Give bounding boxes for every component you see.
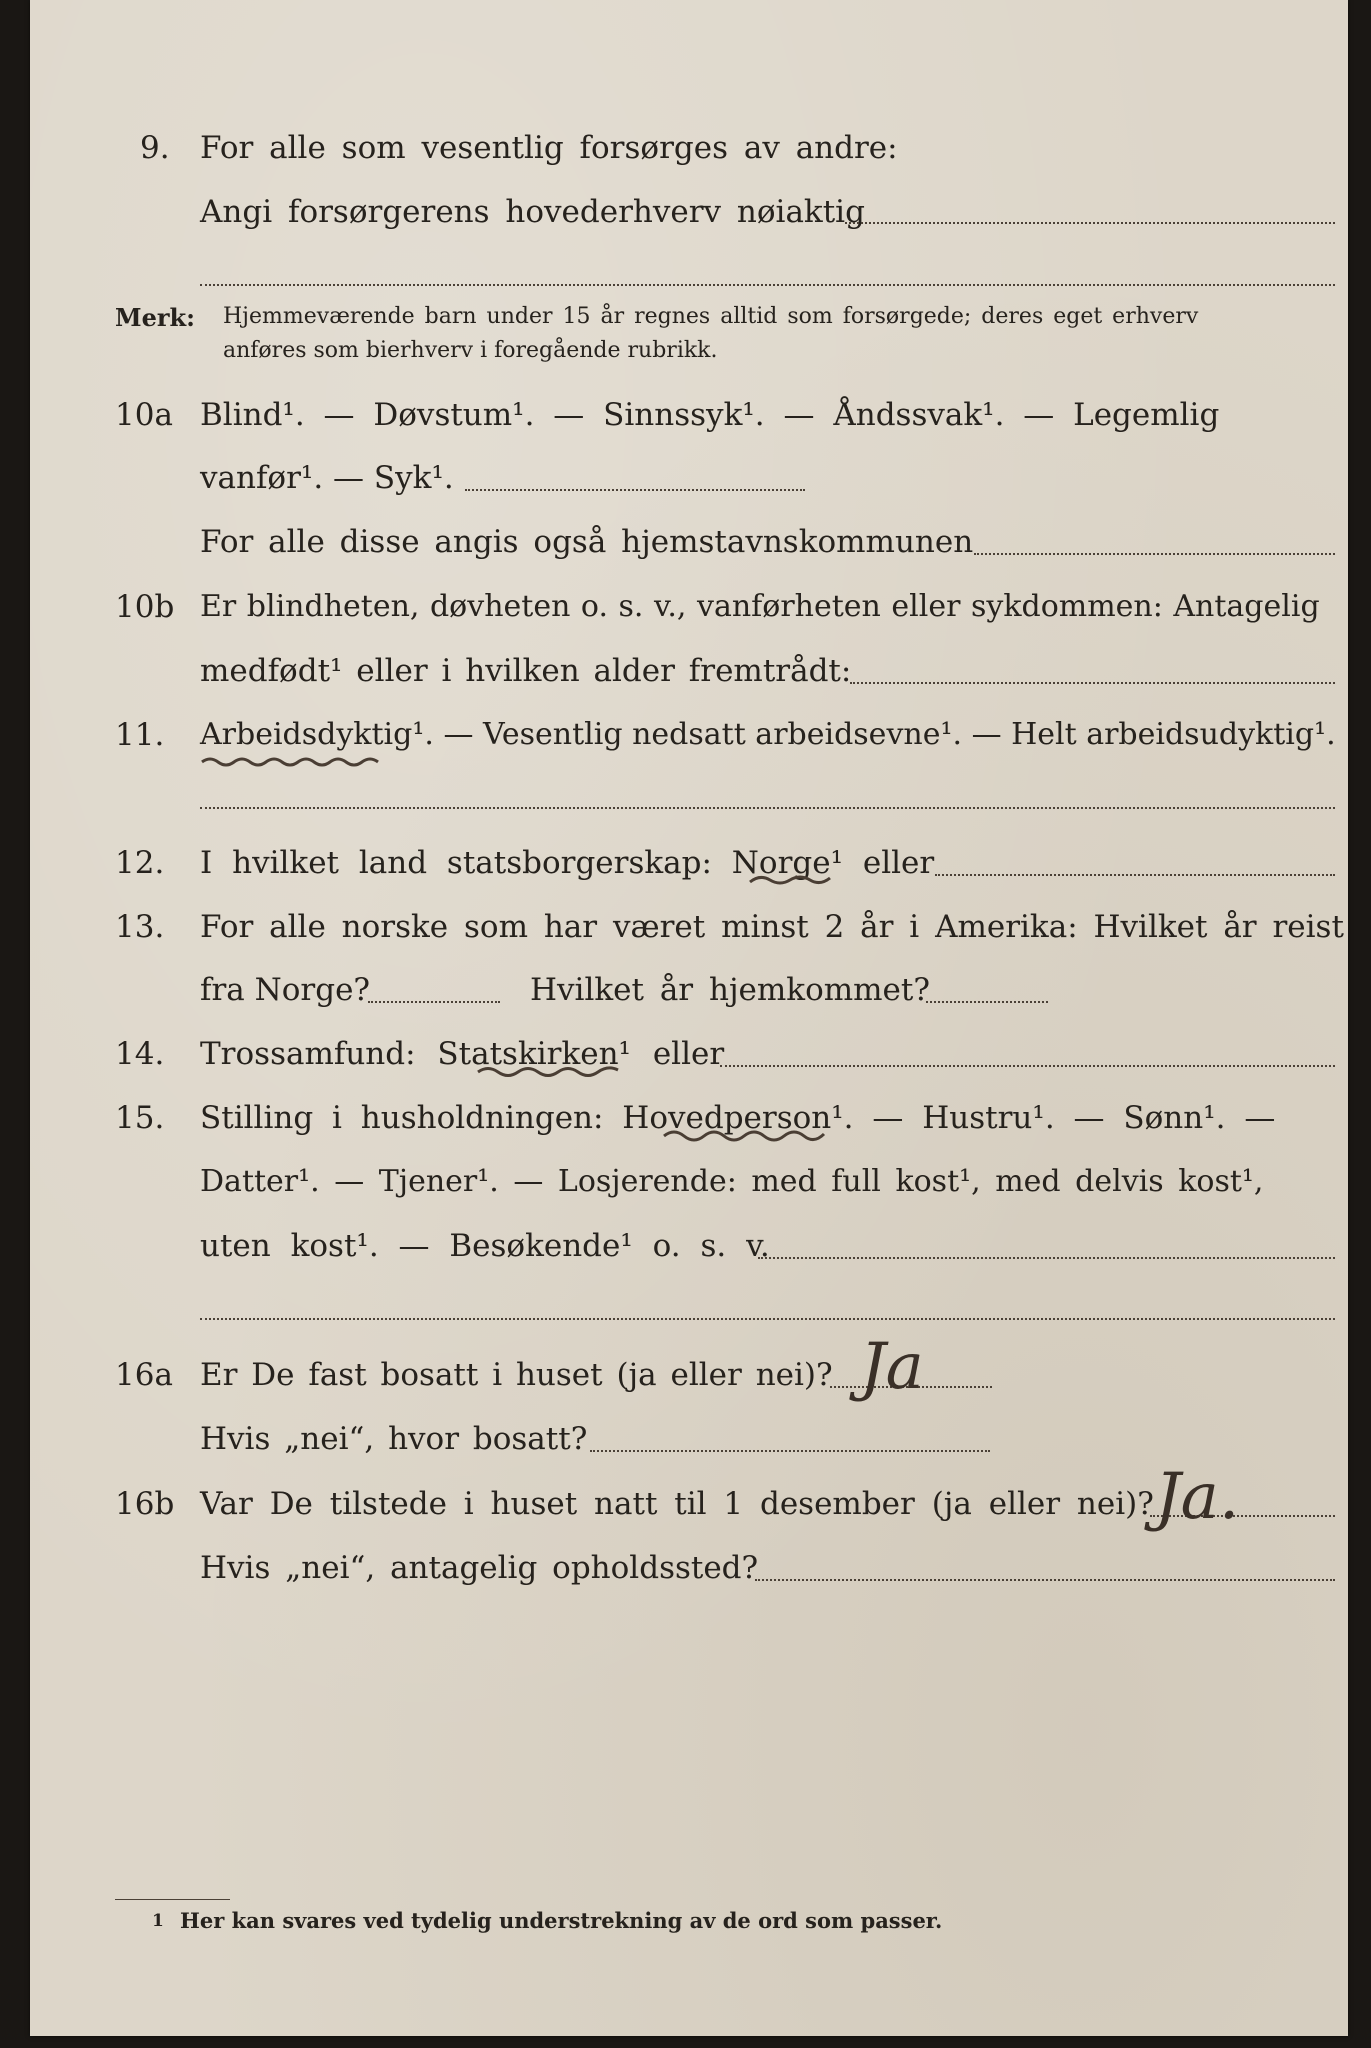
q10b-line2: medfødt¹ eller i hvilken alder fremtrådt: — [200, 653, 852, 689]
q16a-handwritten-answer: Ja — [860, 1330, 924, 1404]
pen-underlines — [30, 0, 1348, 2036]
q9-line2: Angi forsørgerens hovederhverv nøiaktig — [200, 194, 865, 230]
underline-hovedperson — [664, 1132, 824, 1140]
q16a-line1: Er De fast bosatt i huset (ja eller nei)? — [200, 1357, 833, 1393]
q16b-line1: Var De tilstede i huset natt til 1 desember (ja eller nei)? — [200, 1486, 1154, 1522]
q16a-line2: Hvis „nei“, hvor bosatt? — [200, 1421, 588, 1457]
q10a-line3: For alle disse angis også hjemstavnskommunen — [200, 524, 974, 560]
q12-line1: I hvilket land statsborgerskap: Norge¹ eller — [200, 845, 935, 881]
census-form-page — [30, 0, 1348, 2036]
q16b-handwritten-answer: Ja. — [1155, 1460, 1240, 1534]
q13-line1: For alle norske som har været minst 2 år i Amerika: Hvilket år reist — [200, 909, 1344, 945]
q11-line1: Arbeidsdyktig¹. — Vesentlig nedsatt arbeidsevne¹. — Helt arbeidsudyktig¹. — [200, 717, 1336, 752]
q13-number: 13. — [115, 909, 165, 945]
q12-number: 12. — [115, 845, 165, 881]
q10b-line1: Er blindheten, døvheten o. s. v., vanførheten eller sykdommen: Antagelig — [200, 589, 1320, 624]
merk-line1: Hjemmeværende barn under 15 år regnes alltid som forsørgede; deres eget erhverv — [223, 304, 1199, 329]
q16b-line2: Hvis „nei“, antagelig opholdssted? — [200, 1550, 759, 1586]
underline-arbeidsdyktig — [202, 759, 378, 765]
q16a-number: 16a — [115, 1357, 173, 1393]
q9-number: 9. — [140, 130, 170, 166]
footnote-text: Her kan svares ved tydelig understrekning av de ord som passer. — [180, 1908, 943, 1933]
q15-line1: Stilling i husholdningen: Hovedperson¹. — Hustru¹. — Sønn¹. — — [200, 1100, 1276, 1136]
q14-line1: Trossamfund: Statskirken¹ eller — [200, 1036, 725, 1072]
merk-label: Merk: — [115, 303, 195, 332]
q13-line2a: fra Norge? — [200, 972, 371, 1008]
q15-number: 15. — [115, 1100, 165, 1136]
q14-number: 14. — [115, 1036, 165, 1072]
q10b-number: 10b — [115, 589, 175, 625]
footnote-mark: 1 — [152, 1911, 164, 1931]
q11-number: 11. — [115, 717, 165, 753]
underline-norge — [750, 877, 830, 883]
q10a-number: 10a — [115, 397, 173, 433]
underline-statskirken — [478, 1068, 618, 1076]
q13-line2b: Hvilket år hjemkommet? — [530, 972, 930, 1008]
q15-line3: uten kost¹. — Besøkende¹ o. s. v. — [200, 1228, 770, 1264]
q16b-number: 16b — [115, 1486, 175, 1522]
q15-line2: Datter¹. — Tjener¹. — Losjerende: med full kost¹, med delvis kost¹, — [200, 1164, 1264, 1199]
q10a-line2: vanfør¹. — Syk¹. — [200, 460, 454, 496]
merk-line2: anføres som bierhverv i foregående rubrikk. — [223, 338, 718, 363]
q9-line1: For alle som vesentlig forsørges av andre: — [200, 130, 898, 166]
q10a-line1: Blind¹. — Døvstum¹. — Sinnssyk¹. — Åndssvak¹. — Legemlig — [200, 397, 1220, 433]
